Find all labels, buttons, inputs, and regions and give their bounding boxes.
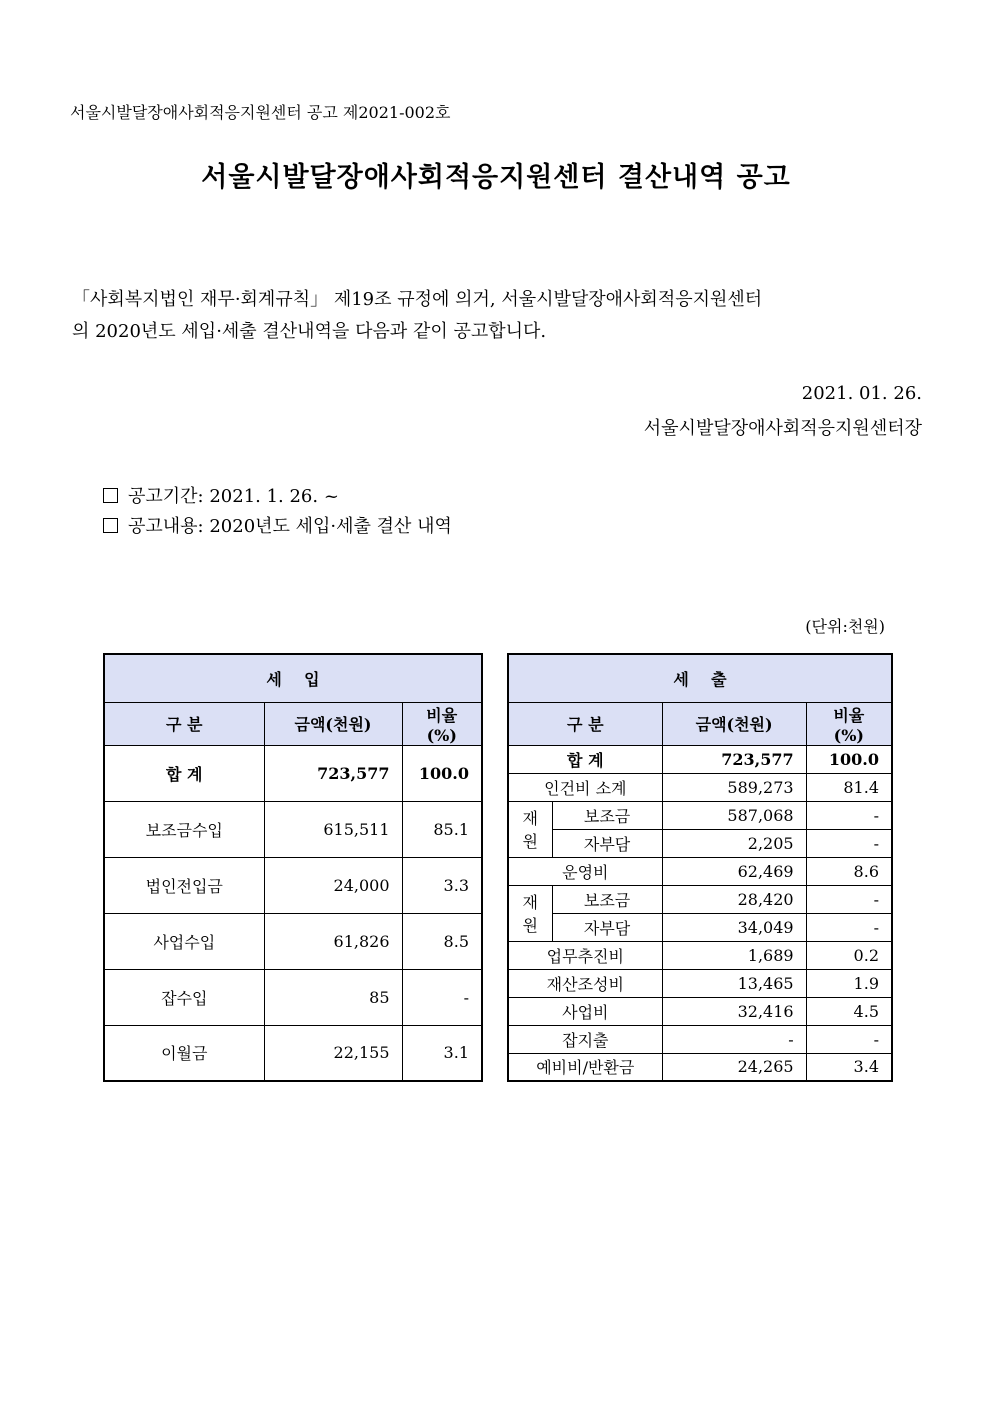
table-row (104, 801, 482, 857)
income-total-row (104, 745, 482, 801)
row-label: 자부담 (552, 913, 662, 941)
table-row (508, 829, 892, 857)
income-total-ratio: 100.0 (402, 745, 482, 801)
table-row (508, 1053, 892, 1081)
table-row (508, 885, 892, 913)
income-title: 세 입 (104, 654, 482, 702)
table-row (508, 857, 892, 885)
row-ratio: - (806, 829, 892, 857)
table-row (508, 913, 892, 941)
table-row (104, 1025, 482, 1081)
row-amount: 61,826 (264, 913, 402, 969)
row-ratio: 0.2 (806, 941, 892, 969)
row-amount: 22,155 (264, 1025, 402, 1081)
notice-paragraph (72, 284, 922, 348)
unit-label: (단위:천원) (805, 617, 885, 636)
income-total-label: 합 계 (104, 745, 264, 801)
row-amount: 34,049 (662, 913, 806, 941)
row-label: 재산조성비 (508, 969, 662, 997)
table-row (104, 857, 482, 913)
row-amount: - (662, 1025, 806, 1053)
row-ratio: 85.1 (402, 801, 482, 857)
source-label: 재원 (508, 801, 552, 857)
table-row (508, 997, 892, 1025)
row-ratio: 8.5 (402, 913, 482, 969)
row-ratio: - (806, 885, 892, 913)
row-label: 운영비 (508, 857, 662, 885)
source-label: 재원 (508, 885, 552, 941)
signer: 서울시발달장애사회적응지원센터장 (643, 418, 922, 439)
notice-number: 서울시발달장애사회적응지원센터 공고 제2021-002호 (70, 103, 451, 122)
row-ratio: 3.3 (402, 857, 482, 913)
table-row (508, 941, 892, 969)
row-ratio: - (402, 969, 482, 1025)
checkbox-square-icon (103, 518, 118, 533)
row-amount: 2,205 (662, 829, 806, 857)
row-label: 예비비/반환금 (508, 1053, 662, 1081)
row-amount: 85 (264, 969, 402, 1025)
row-ratio: 3.1 (402, 1025, 482, 1081)
row-label: 사업수입 (104, 913, 264, 969)
row-label: 인건비 소계 (508, 773, 662, 801)
row-amount: 24,000 (264, 857, 402, 913)
table-row (508, 801, 892, 829)
row-amount: 589,273 (662, 773, 806, 801)
expense-total-ratio: 100.0 (806, 745, 892, 773)
expense-total-row (508, 745, 892, 773)
bullet-period (103, 482, 339, 508)
row-amount: 615,511 (264, 801, 402, 857)
expense-total-label: 합 계 (508, 745, 662, 773)
row-label: 보조금수입 (104, 801, 264, 857)
bullet-content-text: 공고내용: 2020년도 세입·세출 결산 내역 (128, 516, 452, 537)
bullet-content (103, 512, 452, 538)
row-ratio: 3.4 (806, 1053, 892, 1081)
row-ratio: 8.6 (806, 857, 892, 885)
row-label: 자부담 (552, 829, 662, 857)
row-label: 보조금 (552, 885, 662, 913)
row-amount: 32,416 (662, 997, 806, 1025)
expense-header-category: 구 분 (508, 702, 662, 745)
row-label: 이월금 (104, 1025, 264, 1081)
row-ratio: - (806, 913, 892, 941)
income-table (103, 653, 483, 1082)
row-amount: 1,689 (662, 941, 806, 969)
row-label: 보조금 (552, 801, 662, 829)
expense-header-amount: 금액(천원) (662, 702, 806, 745)
row-amount: 24,265 (662, 1053, 806, 1081)
table-row (508, 969, 892, 997)
row-amount: 28,420 (662, 885, 806, 913)
row-label: 사업비 (508, 997, 662, 1025)
table-row (508, 773, 892, 801)
income-header-category: 구 분 (104, 702, 264, 745)
table-row (104, 969, 482, 1025)
expense-total-amount: 723,577 (662, 745, 806, 773)
row-ratio: 1.9 (806, 969, 892, 997)
row-amount: 587,068 (662, 801, 806, 829)
expense-table (507, 653, 893, 1082)
notice-date: 2021. 01. 26. (801, 383, 922, 404)
income-header-ratio: 비율(%) (402, 702, 482, 745)
expense-header-ratio: 비율(%) (806, 702, 892, 745)
row-ratio: - (806, 801, 892, 829)
row-amount: 62,469 (662, 857, 806, 885)
bullet-period-text: 공고기간: 2021. 1. 26. ~ (128, 486, 339, 507)
row-label: 잡지출 (508, 1025, 662, 1053)
row-ratio: - (806, 1025, 892, 1053)
page-title: 서울시발달장애사회적응지원센터 결산내역 공고 (201, 162, 791, 193)
table-row (104, 913, 482, 969)
income-total-amount: 723,577 (264, 745, 402, 801)
row-amount: 13,465 (662, 969, 806, 997)
row-label: 업무추진비 (508, 941, 662, 969)
expense-title: 세 출 (508, 654, 892, 702)
paragraph-line-2: 의 2020년도 세입·세출 결산내역을 다음과 같이 공고합니다. (72, 321, 547, 342)
income-header-amount: 금액(천원) (264, 702, 402, 745)
checkbox-square-icon (103, 488, 118, 503)
paragraph-line-1: 「사회복지법인 재무·회계규칙」 제19조 규정에 의거, 서울시발달장애사회적응지원센터 (72, 289, 763, 310)
table-row (508, 1025, 892, 1053)
row-label: 법인전입금 (104, 857, 264, 913)
row-ratio: 4.5 (806, 997, 892, 1025)
row-ratio: 81.4 (806, 773, 892, 801)
row-label: 잡수입 (104, 969, 264, 1025)
